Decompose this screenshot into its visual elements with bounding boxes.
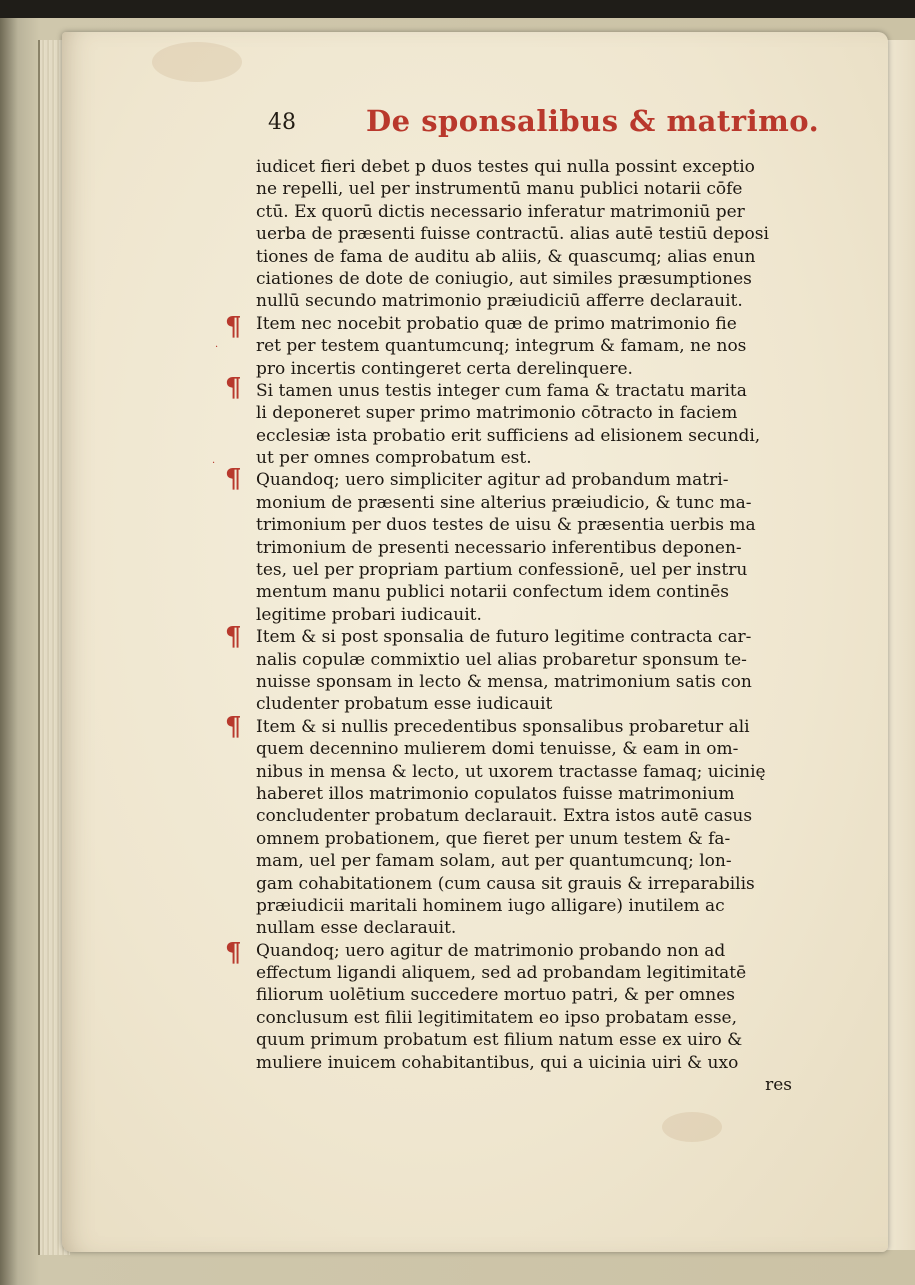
paragraph-mark: ¶ xyxy=(225,312,242,342)
text-line: uerba de præsenti fuisse contractū. alias autē testiū deposi xyxy=(256,224,769,245)
text-line: nalis copulæ commixtio uel alias probaretur sponsum te- xyxy=(256,649,747,670)
text-line: trimonium per duos testes de uisu & præsentia uerbis ma xyxy=(256,515,756,536)
text-line: nuisse sponsam in lecto & mensa, matrimonium satis con xyxy=(256,671,752,692)
page-header xyxy=(268,104,820,148)
text-line: tes, uel per propriam partium confessionē, uel per instru xyxy=(256,560,748,581)
text-line: nibus in mensa & lecto, ut uxorem tractasse famaq; uicinię xyxy=(256,761,766,782)
text-line: gam cohabitationem (cum causa sit grauis & irreparabilis xyxy=(256,873,755,894)
catchword: res xyxy=(765,1075,792,1096)
paragraph-mark: ¶ xyxy=(225,622,242,652)
text-line: Item & si nullis precedentibus sponsalibus probaretur ali xyxy=(256,716,750,737)
text-line: muliere inuicem cohabitantibus, qui a uicinia uiri & uxo xyxy=(256,1052,739,1073)
text-line: quum primum probatum est filium natum esse ex uiro & xyxy=(256,1030,743,1051)
text-line: pro incertis contingeret certa derelinquere. xyxy=(256,358,633,379)
foxing-stain xyxy=(152,42,242,82)
text-line: nullam esse declarauit. xyxy=(256,918,457,939)
text-line: ret per testem quantumcunq; integrum & famam, ne nos xyxy=(256,336,747,357)
text-line: ne repelli, uel per instrumentū manu publici notarii cōfe xyxy=(256,179,743,200)
text-line: præiudicii maritali hominem iugo alligare) inutilem ac xyxy=(256,895,725,916)
text-line: Item nec nocebit probatio quæ de primo matrimonio fie xyxy=(256,313,737,334)
running-title: De sponsalibus & matrimo. xyxy=(366,104,820,138)
text-line: ciationes de dote de coniugio, aut similes præsumptiones xyxy=(256,268,752,289)
body-text xyxy=(256,156,792,1096)
paragraph-mark: ¶ xyxy=(225,373,242,403)
text-line: legitime probari iudicauit. xyxy=(256,604,482,625)
text-line: mam, uel per famam solam, aut per quantumcunq; lon- xyxy=(256,851,732,872)
margin-mark: · xyxy=(215,342,219,353)
margin-mark: · xyxy=(212,458,216,469)
text-line: Si tamen unus testis integer cum fama & tractatu marita xyxy=(256,380,747,401)
text-line: Quandoq; uero simpliciter agitur ad probandum matri- xyxy=(256,470,729,491)
paragraph-mark: ¶ xyxy=(225,464,242,494)
foxing-stain xyxy=(662,1112,722,1142)
text-line: li deponeret super primo matrimonio cōtracto in faciem xyxy=(256,403,738,424)
text-line: iudicet fieri debet p duos testes qui nulla possint exceptio xyxy=(256,157,755,177)
text-line: Item & si post sponsalia de futuro legitime contracta car- xyxy=(256,627,752,648)
text-line: conclusum est filii legitimitatem eo ipso probatam esse, xyxy=(256,1007,738,1028)
text-line: haberet illos matrimonio copulatos fuisse matrimonium xyxy=(256,783,735,804)
text-line: quem decennino mulierem domi tenuisse, & eam in om- xyxy=(256,739,739,760)
text-line: omnem probationem, que fieret per unum testem & fa- xyxy=(256,828,731,849)
text-line: ut per omnes comprobatum est. xyxy=(256,448,532,469)
text-line: filiorum uolētium succedere mortuo patri, & per omnes xyxy=(256,985,735,1006)
paragraph-mark: ¶ xyxy=(225,712,242,742)
text-line: ctū. Ex quorū dictis necessario inferatur matrimoniū per xyxy=(256,201,745,222)
text-line: tiones de fama de auditu ab aliis, & quascumq; alias enun xyxy=(256,246,756,267)
text-line: ecclesiæ ista probatio erit sufficiens ad elisionem secundi, xyxy=(256,425,761,446)
text-line: cludenter probatum esse iudicauit xyxy=(256,694,553,715)
text-line: effectum ligandi aliquem, sed ad probandam legitimitatē xyxy=(256,963,747,984)
folio-number: 48 xyxy=(268,110,296,135)
text-line: nullū secundo matrimonio præiudiciū afferre declarauit. xyxy=(256,291,743,312)
text-line: monium de præsenti sine alterius præiudicio, & tunc ma- xyxy=(256,492,752,513)
text-line: trimonium de presenti necessario inferentibus deponen- xyxy=(256,537,742,558)
text-line: concludenter probatum declarauit. Extra istos autē casus xyxy=(256,806,753,827)
paragraph-mark: ¶ xyxy=(225,938,242,968)
text-line: mentum manu publici notarii confectum idem continēs xyxy=(256,582,729,603)
text-line: Quandoq; uero agitur de matrimonio probando non ad xyxy=(256,940,726,961)
